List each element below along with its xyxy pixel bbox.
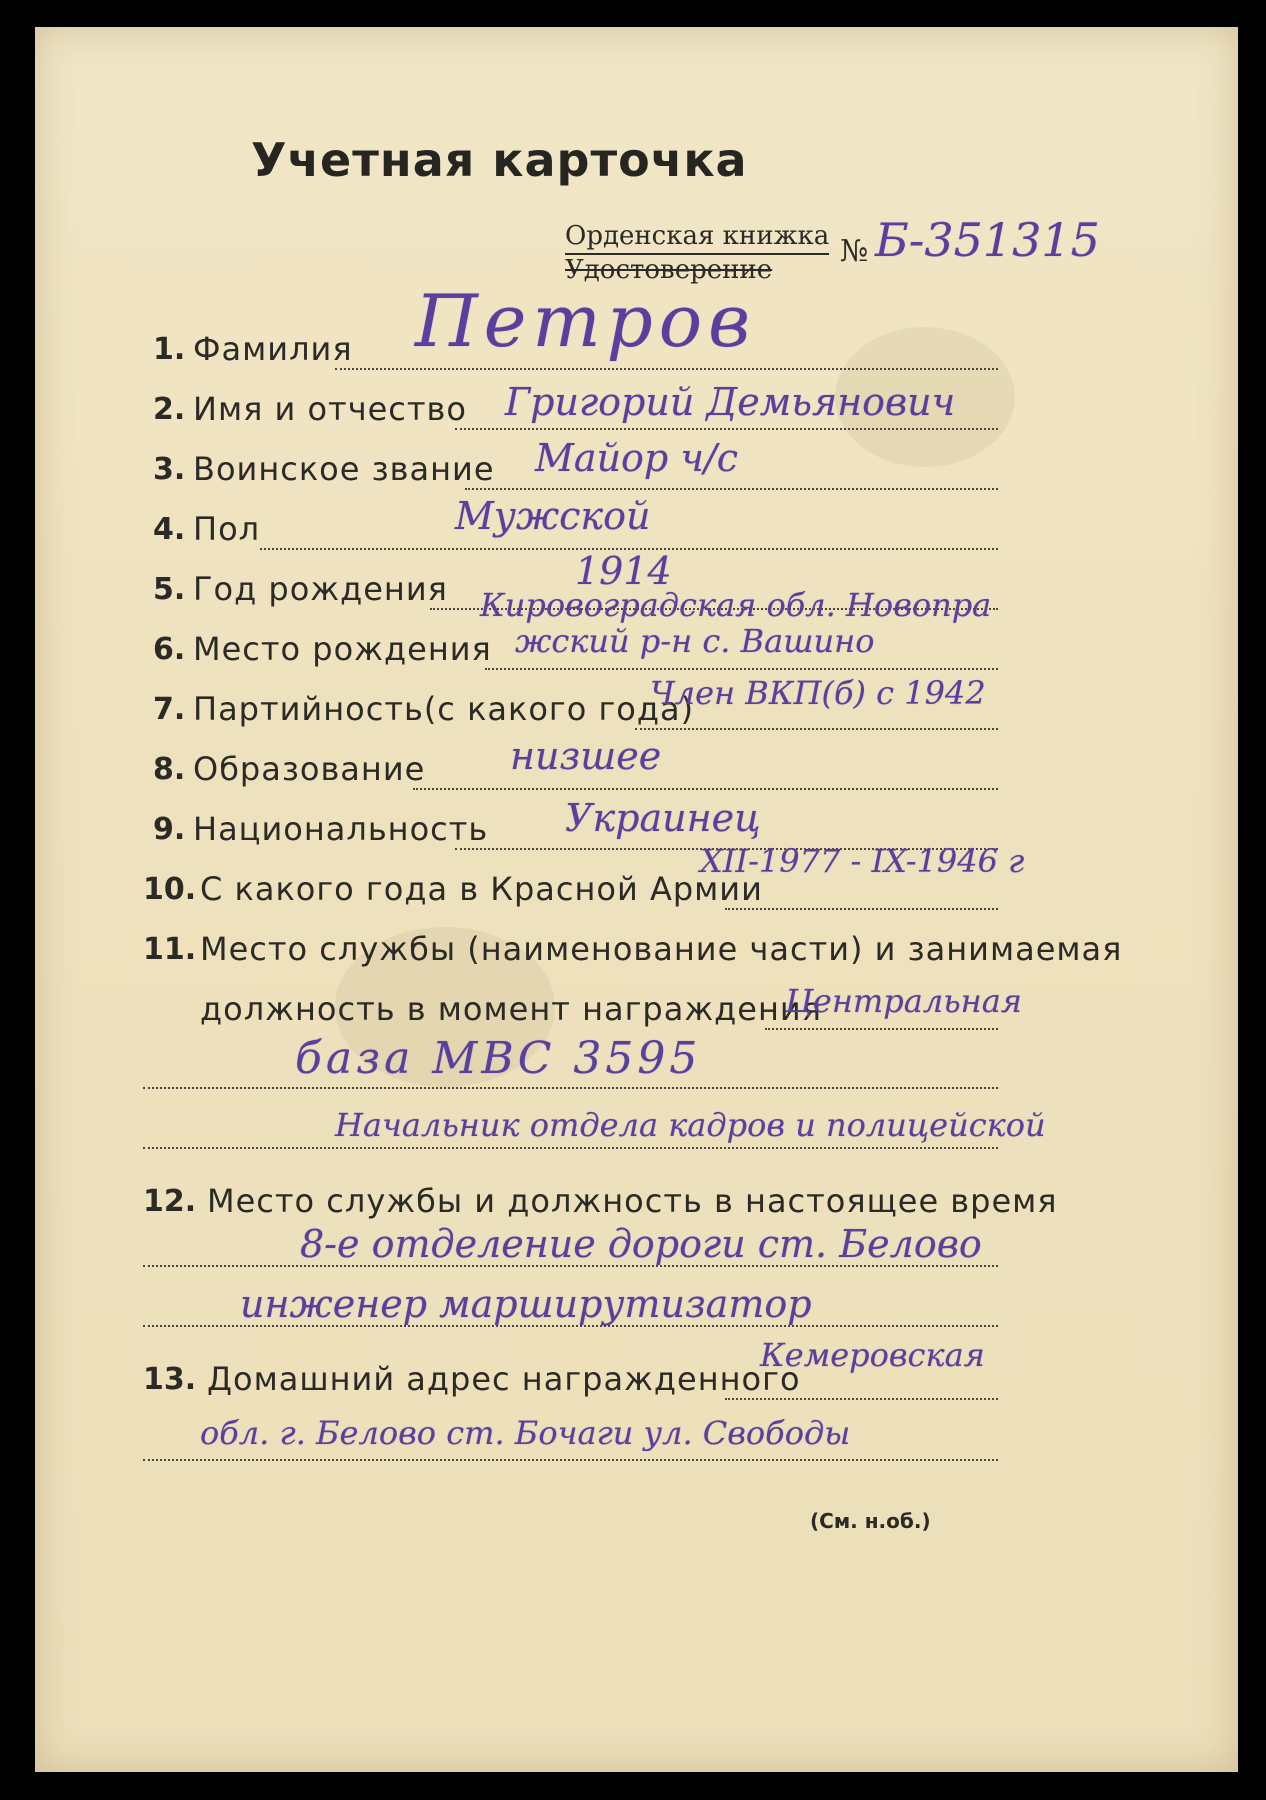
field-13-value: Кемеровская: [760, 1336, 985, 1374]
field-11-label: Место службы (наименование части) и занимаемая: [200, 930, 1123, 968]
field-1-label: Фамилия: [193, 330, 353, 368]
field-7-number: 7.: [153, 692, 186, 727]
field-1-value: Петров: [415, 279, 757, 363]
field-4-number: 4.: [153, 512, 186, 547]
field-6-value: Кировоградская обл. Новопра: [480, 586, 992, 624]
field-8-line: [413, 788, 998, 790]
field-4-value: Мужской: [455, 494, 651, 538]
number-sign: №: [840, 234, 869, 269]
field-12-number: 12.: [143, 1184, 197, 1219]
field-1-number: 1.: [153, 332, 186, 367]
field-10-value: XII-1977 - IX-1946 г: [700, 842, 1025, 880]
field-3-number: 3.: [153, 452, 186, 487]
card-title: Учетная карточка: [251, 133, 748, 187]
field-11-value-line3: Начальник отдела кадров и полицейской: [335, 1106, 1046, 1144]
field-3-label: Воинское звание: [193, 450, 495, 488]
field-7-label: Партийность(с какого года): [193, 690, 695, 728]
field-12-line2: [143, 1325, 998, 1327]
field-10-label: С какого года в Красной Армии: [200, 870, 763, 908]
field-13-label: Домашний адрес награжденного: [207, 1360, 801, 1398]
field-3-value: Майор ч/с: [535, 436, 739, 480]
field-9-label: Национальность: [193, 810, 489, 848]
field-2-number: 2.: [153, 392, 186, 427]
order-book-label: Орденская книжка: [565, 223, 829, 255]
field-2-line: [455, 428, 998, 430]
field-13-value-line2: обл. г. Белово ст. Бочаги ул. Свободы: [200, 1414, 851, 1452]
field-13-number: 13.: [143, 1362, 197, 1397]
field-5-number: 5.: [153, 572, 186, 607]
field-6-number: 6.: [153, 632, 186, 667]
field-11-line2: [143, 1087, 998, 1089]
field-10-number: 10.: [143, 872, 197, 907]
field-4-label: Пол: [193, 510, 261, 548]
field-12-value-line2: инженер марширутизатор: [240, 1282, 812, 1326]
field-2-label: Имя и отчество: [193, 390, 467, 428]
field-7-value: Член ВКП(б) с 1942: [650, 674, 986, 712]
field-3-line: [465, 488, 998, 490]
field-11-number: 11.: [143, 932, 197, 967]
field-8-value: низшее: [510, 734, 662, 778]
field-11-line3: [143, 1147, 998, 1149]
certificate-label: Удостоверение: [565, 255, 773, 285]
field-9-value: Украинец: [565, 796, 761, 840]
field-13-line2: [143, 1459, 998, 1461]
field-11-value-line2: база МВС 3595: [295, 1033, 702, 1084]
field-12-label: Место службы и должность в настоящее время: [207, 1182, 1058, 1220]
field-8-number: 8.: [153, 752, 186, 787]
field-1-line: [335, 368, 998, 370]
field-2-value: Григорий Демьянович: [505, 380, 956, 424]
field-12-line: [143, 1265, 998, 1267]
record-card: [35, 27, 1238, 1772]
see-reverse-note: (См. н.об.): [810, 1509, 931, 1533]
field-8-label: Образование: [193, 750, 426, 788]
card-number: Б-351315: [875, 213, 1100, 267]
field-11-line: [765, 1028, 998, 1030]
field-11-label-line2: должность в момент награждения: [200, 990, 822, 1028]
field-7-line: [635, 728, 998, 730]
field-6-label: Место рождения: [193, 630, 492, 668]
field-5-value: 1914: [575, 549, 672, 593]
field-13-line: [725, 1398, 998, 1400]
field-12-value: 8-е отделение дороги ст. Белово: [300, 1222, 982, 1266]
field-10-line: [725, 908, 998, 910]
field-6-value-line2: жский р-н с. Вашино: [515, 622, 875, 660]
field-9-number: 9.: [153, 812, 186, 847]
field-6-line: [485, 668, 998, 670]
field-11-value: Центральная: [785, 982, 1022, 1020]
field-5-label: Год рождения: [193, 570, 448, 608]
